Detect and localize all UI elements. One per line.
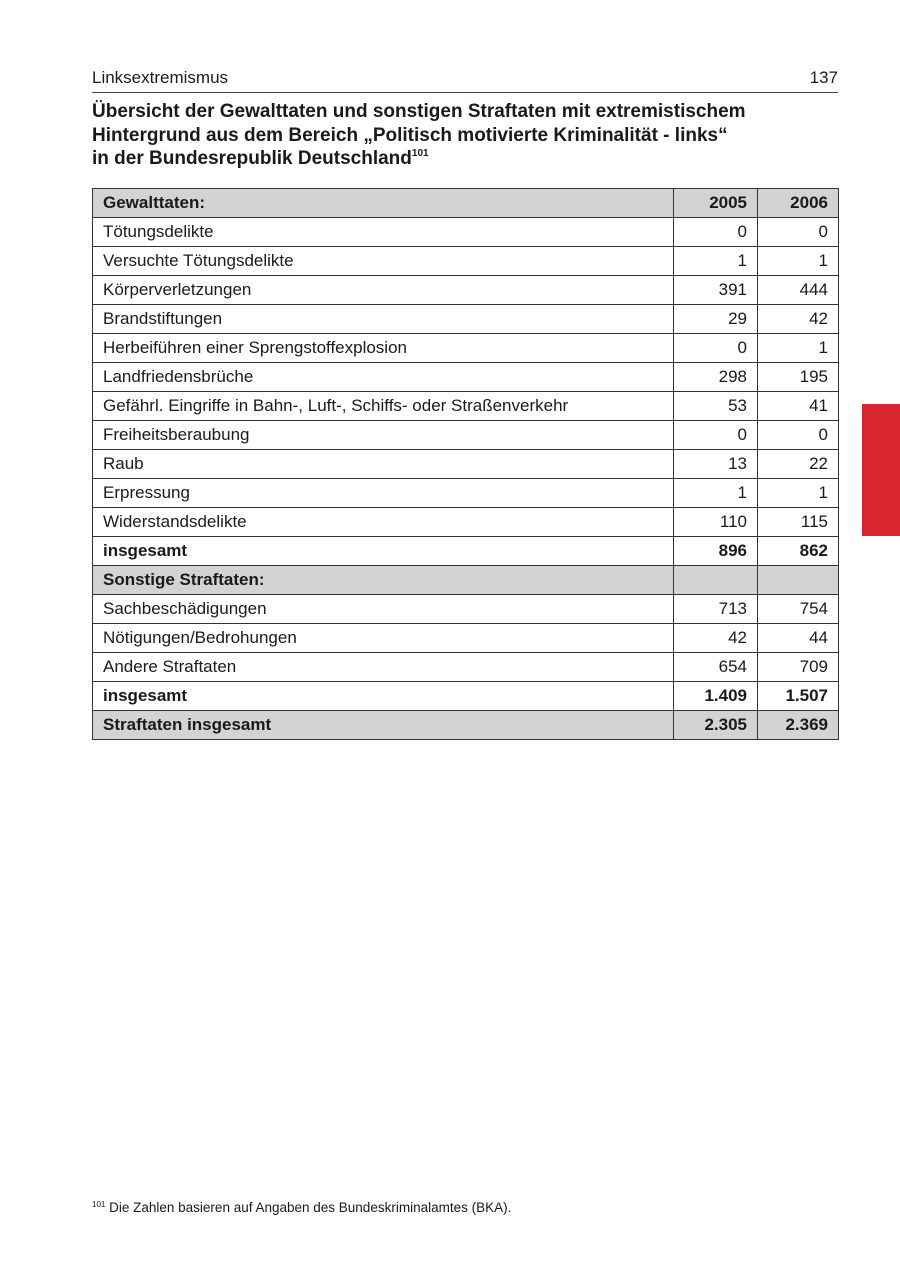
value-2005: 0 (674, 334, 758, 363)
page-number: 137 (809, 68, 838, 87)
value-2006: 42 (758, 305, 839, 334)
row-label: Landfriedensbrüche (93, 363, 674, 392)
footnote-number: 101 (92, 1200, 106, 1209)
row-label: Brandstiftungen (93, 305, 674, 334)
table-row (93, 305, 839, 334)
title-line-3-text: in der Bundesrepublik Deutschland (92, 148, 412, 169)
value-2005: 1.409 (674, 682, 758, 711)
value-2005: 1 (674, 247, 758, 276)
running-header (92, 66, 838, 93)
value-2005: 53 (674, 392, 758, 421)
value-2005: 391 (674, 276, 758, 305)
row-label: Nötigungen/Bedrohungen (93, 624, 674, 653)
value-2006: 41 (758, 392, 839, 421)
row-label: Sachbeschädigungen (93, 595, 674, 624)
value-2006: 195 (758, 363, 839, 392)
title-line-1: Übersicht der Gewalttaten und sonstigen Straftaten mit extremistischem (92, 101, 746, 122)
table-row (93, 450, 839, 479)
section-name: Linksextremismus (92, 68, 229, 87)
chapter-tab-marker (862, 404, 900, 536)
header-year-2006: 2006 (758, 189, 839, 218)
grand-total-row (93, 711, 839, 740)
row-label: Widerstandsdelikte (93, 508, 674, 537)
title-line-3 (92, 147, 838, 171)
table-row (93, 421, 839, 450)
value-2006: 1 (758, 247, 839, 276)
value-2005: 896 (674, 537, 758, 566)
value-2006: 0 (758, 218, 839, 247)
empty-cell (758, 566, 839, 595)
table-row (93, 595, 839, 624)
value-2006: 2.369 (758, 711, 839, 740)
empty-cell (674, 566, 758, 595)
row-label: Gefährl. Eingriffe in Bahn-, Luft-, Schiffs- oder Straßenverkehr (93, 392, 674, 421)
row-label: insgesamt (93, 537, 674, 566)
row-label: Erpressung (93, 479, 674, 508)
value-2005: 1 (674, 479, 758, 508)
value-2006: 115 (758, 508, 839, 537)
table-row (93, 479, 839, 508)
table-row (93, 363, 839, 392)
value-2005: 2.305 (674, 711, 758, 740)
table-row (93, 392, 839, 421)
row-label: Raub (93, 450, 674, 479)
row-label: Herbeiführen einer Sprengstoffexplosion (93, 334, 674, 363)
table-row (93, 624, 839, 653)
value-2005: 713 (674, 595, 758, 624)
value-2005: 654 (674, 653, 758, 682)
value-2006: 862 (758, 537, 839, 566)
row-label: Andere Straftaten (93, 653, 674, 682)
value-2005: 0 (674, 218, 758, 247)
table-row (93, 334, 839, 363)
row-label: Körperverletzungen (93, 276, 674, 305)
row-label: Tötungsdelikte (93, 218, 674, 247)
value-2006: 709 (758, 653, 839, 682)
other-offenses-header-row (93, 566, 839, 595)
header-year-2005: 2005 (674, 189, 758, 218)
value-2006: 0 (758, 421, 839, 450)
value-2005: 298 (674, 363, 758, 392)
value-2005: 29 (674, 305, 758, 334)
table-title (92, 100, 838, 171)
header-label: Gewalttaten: (93, 189, 674, 218)
table-row (93, 247, 839, 276)
value-2006: 44 (758, 624, 839, 653)
footnote-text: Die Zahlen basieren auf Angaben des Bundeskriminalamtes (BKA). (109, 1200, 512, 1215)
row-label: Versuchte Tötungsdelikte (93, 247, 674, 276)
row-label: Straftaten insgesamt (93, 711, 674, 740)
other-total-row (93, 682, 839, 711)
value-2006: 754 (758, 595, 839, 624)
table-row (93, 276, 839, 305)
value-2006: 1 (758, 479, 839, 508)
table-row (93, 508, 839, 537)
row-label: Sonstige Straftaten: (93, 566, 674, 595)
footnote (92, 1200, 511, 1215)
value-2006: 22 (758, 450, 839, 479)
value-2005: 0 (674, 421, 758, 450)
violent-total-row (93, 537, 839, 566)
table-header-row (93, 189, 839, 218)
value-2006: 1.507 (758, 682, 839, 711)
table-row (93, 653, 839, 682)
crime-statistics-table (92, 188, 839, 740)
table-row (93, 218, 839, 247)
value-2005: 42 (674, 624, 758, 653)
footnote-reference: 101 (411, 148, 429, 159)
value-2005: 110 (674, 508, 758, 537)
value-2006: 444 (758, 276, 839, 305)
value-2006: 1 (758, 334, 839, 363)
value-2005: 13 (674, 450, 758, 479)
row-label: insgesamt (93, 682, 674, 711)
row-label: Freiheitsberaubung (93, 421, 674, 450)
title-line-2: Hintergrund aus dem Bereich „Politisch motivierte Kriminalität - links“ (92, 124, 728, 146)
